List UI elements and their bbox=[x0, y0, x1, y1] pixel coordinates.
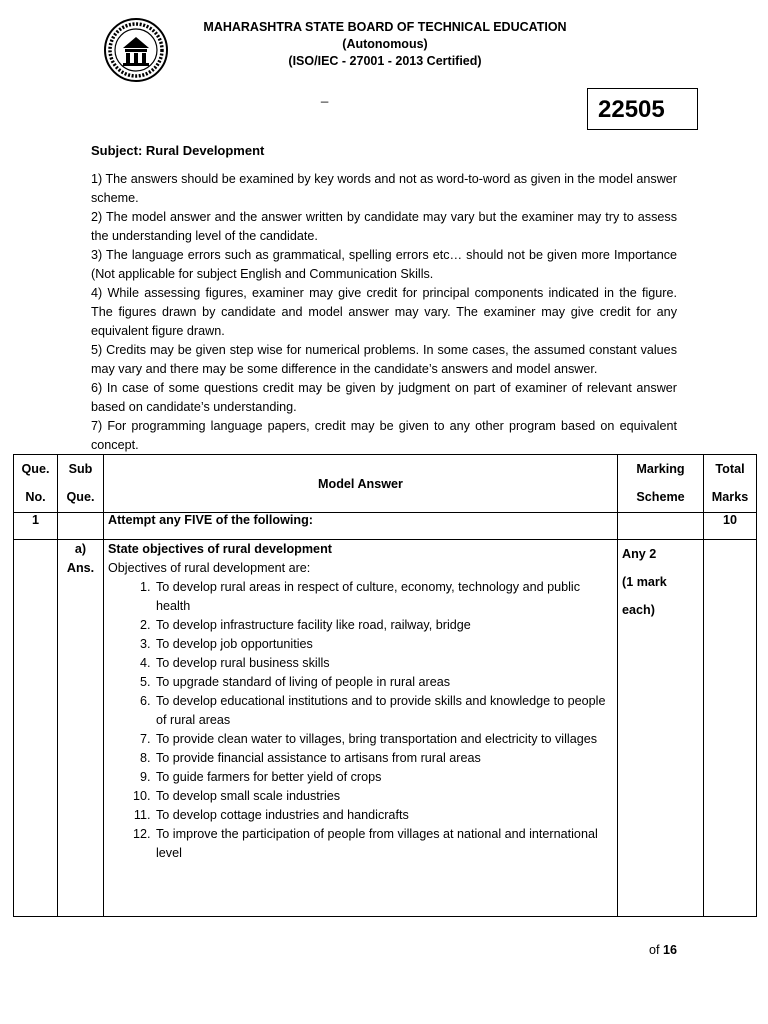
answer-cell bbox=[104, 540, 618, 917]
model-answer-table bbox=[13, 454, 757, 917]
list-item: 7. To provide clean water to villages, bring transportation and electricity to villages bbox=[154, 730, 613, 749]
list-item: 11. To develop cottage industries and handicrafts bbox=[154, 806, 613, 825]
instruction-item: 7) For programming language papers, credit may be given to any other program based on equivalent concept. bbox=[91, 419, 677, 452]
list-item: 9. To guide farmers for better yield of crops bbox=[154, 768, 613, 787]
list-item: 10. To develop small scale industries bbox=[154, 787, 613, 806]
board-name: MAHARASHTRA STATE BOARD OF TECHNICAL EDUCATION bbox=[203, 20, 567, 34]
answer-label: Ans. bbox=[66, 561, 95, 575]
list-item: 1. To develop rural areas in respect of culture, economy, technology and public health bbox=[154, 578, 613, 616]
header-sub-que: Sub Que. bbox=[58, 455, 104, 513]
page-of-label: of bbox=[649, 943, 660, 957]
page-total: 16 bbox=[663, 943, 678, 957]
list-item: 3. To develop job opportunities bbox=[154, 635, 613, 654]
instruction-item: 2) The model answer and the answer written by candidate may vary but the examiner may try to assess the understanding level of the candidate. bbox=[91, 210, 677, 243]
table-row bbox=[14, 513, 757, 540]
header-que-no: Que. No. bbox=[14, 455, 58, 513]
header-marking-scheme: Marking Scheme bbox=[618, 455, 704, 513]
empty-cell bbox=[704, 540, 757, 917]
list-item: 6. To develop educational institutions and to provide skills and knowledge to people of rural areas bbox=[154, 692, 613, 730]
subject-title: Subject: Rural Development bbox=[91, 143, 265, 158]
objectives-list bbox=[108, 578, 613, 863]
list-item: 4. To develop rural business skills bbox=[154, 654, 613, 673]
marking-line: Any 2 bbox=[622, 547, 657, 561]
instruction-item: 5) Credits may be given step wise for numerical problems. In some cases, the assumed constant values may vary and there may be some difference in the candidate’s answers and model answer. bbox=[91, 343, 677, 376]
header-dash: _ bbox=[321, 88, 329, 103]
question-number: 1 bbox=[14, 513, 58, 540]
list-item: 2. To develop infrastructure facility like road, railway, bridge bbox=[154, 616, 613, 635]
marking-line: each) bbox=[622, 603, 655, 617]
instruction-item: 1) The answers should be examined by key words and not as word-to-word as given in the model answer scheme. bbox=[91, 172, 677, 205]
empty-cell bbox=[14, 540, 58, 917]
sub-question-cell bbox=[58, 540, 104, 917]
marking-line: (1 mark bbox=[622, 575, 667, 589]
empty-cell bbox=[58, 513, 104, 540]
instruction-item: 4) While assessing figures, examiner may give credit for principal components indicated in the figure. The figures drawn by candidate and model answer may vary. The examiner may give credit for any equivalent figure drawn. bbox=[91, 286, 677, 338]
board-certification: (ISO/IEC - 27001 - 2013 Certified) bbox=[288, 54, 482, 68]
list-item: 12. To improve the participation of people from villages at national and international level bbox=[154, 825, 613, 863]
answer-intro: Objectives of rural development are: bbox=[108, 561, 311, 575]
header-model-answer: Model Answer bbox=[104, 455, 618, 513]
table-header-row bbox=[14, 455, 757, 513]
question-total-marks: 10 bbox=[704, 513, 757, 540]
table-row bbox=[14, 540, 757, 917]
instructions bbox=[91, 170, 677, 455]
list-item: 8. To provide financial assistance to artisans from rural areas bbox=[154, 749, 613, 768]
instruction-item: 3) The language errors such as grammatical, spelling errors etc… should not be given more Importance (Not applicable for subject English and Communication Skills. bbox=[91, 248, 677, 281]
header-total-marks: Total Marks bbox=[704, 455, 757, 513]
question-text: Attempt any FIVE of the following: bbox=[104, 513, 618, 540]
instruction-item: 6) In case of some questions credit may be given by judgment on part of examiner of relevant answer based on candidate’s understanding. bbox=[91, 381, 677, 414]
sub-question-label: a) bbox=[74, 542, 87, 556]
msbte-logo bbox=[103, 17, 169, 83]
board-status: (Autonomous) bbox=[342, 37, 428, 51]
marking-scheme-cell bbox=[618, 540, 704, 917]
sub-question-title: State objectives of rural development bbox=[108, 542, 332, 556]
subject-code: 22505 bbox=[587, 88, 698, 130]
page-number bbox=[649, 943, 677, 957]
empty-cell bbox=[618, 513, 704, 540]
list-item: 5. To upgrade standard of living of people in rural areas bbox=[154, 673, 613, 692]
